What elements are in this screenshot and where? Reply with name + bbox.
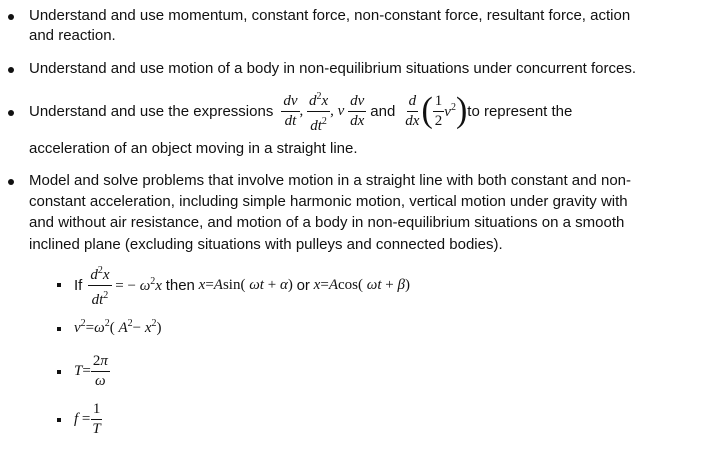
item-3-pre-text: Understand and use the expressions (29, 102, 274, 120)
two-pi-over-omega-fraction: $\frac{2\pi}{\omega}$ (92, 352, 108, 389)
d2x-dt2-fraction: $\frac{d^2x}{dt^2}$ (88, 262, 111, 309)
frequency-equation: f = $\frac{1}{T}$ (74, 400, 101, 437)
bullet-icon (8, 14, 14, 20)
d2x-dt2-fraction: $\frac{d^2x}{dt^2}$ (307, 88, 330, 135)
one-half-fraction: $\frac{1}{2}$ (434, 92, 443, 129)
bullet-icon (8, 67, 14, 73)
or-text: or (296, 276, 310, 294)
square-bullet-icon (57, 370, 61, 374)
bullet-icon (8, 110, 14, 116)
item-3-line-2: acceleration of an object moving in a straight line. (29, 140, 358, 157)
item-1-line-2: and reaction. (29, 27, 116, 44)
item-1-line-1: Understand and use momentum, constant force, non-constant force, resultant force, action (29, 7, 631, 24)
item-3-and-text: and (370, 102, 396, 120)
item-4-line-1: Model and solve problems that involve motion in a straight line with both constant and non- (29, 172, 632, 189)
then-text: then (165, 276, 195, 294)
dv-dx-fraction: $\frac{dv}{dx}$ (350, 92, 365, 129)
item-3-post-text: to represent the (467, 102, 573, 120)
dv-dt-fraction: $\frac{dv}{dt}$ (283, 92, 298, 129)
square-bullet-icon (57, 327, 61, 331)
item-4-line-3: and without air resistance, and motion of a body in non-equilibrium situations on a smooth (29, 214, 625, 231)
square-bullet-icon (57, 283, 61, 287)
if-text: If (74, 276, 83, 294)
d-dx-fraction: $\frac{d}{dx}$ (405, 92, 420, 129)
item-3-expression-line: Understand and use the expressions $\frac{dv}{dt}$ , $\frac{d^2x}{dt^2}$ , v $\frac{dv}{dx}$ and $\frac{d}{dx}$ ( $\frac{1}{2}$ $v^2$ ) to represent the (29, 88, 572, 134)
item-4-line-2: constant acceleration, including simple harmonic motion, vertical motion under gravity with (29, 193, 628, 210)
period-equation: T= $\frac{2\pi}{\omega}$ (74, 352, 108, 389)
velocity-squared-equation: $v^2=\omega^2$( $A^2- x^2$) (74, 318, 162, 336)
one-over-t-fraction: $\frac{1}{T}$ (92, 400, 101, 437)
item-4-line-4: inclined plane (excluding situations with pulleys and connected bodies). (29, 236, 503, 253)
bullet-icon (8, 179, 14, 185)
shm-equation-line: If $\frac{d^2x}{dt^2}$ = − $\omega^2x$ then x=Asin( ωt + α) or x=Acos( ωt + β) (74, 262, 410, 308)
square-bullet-icon (57, 418, 61, 422)
item-2-line-1: Understand and use motion of a body in non-equilibrium situations under concurrent forces. (29, 60, 637, 77)
